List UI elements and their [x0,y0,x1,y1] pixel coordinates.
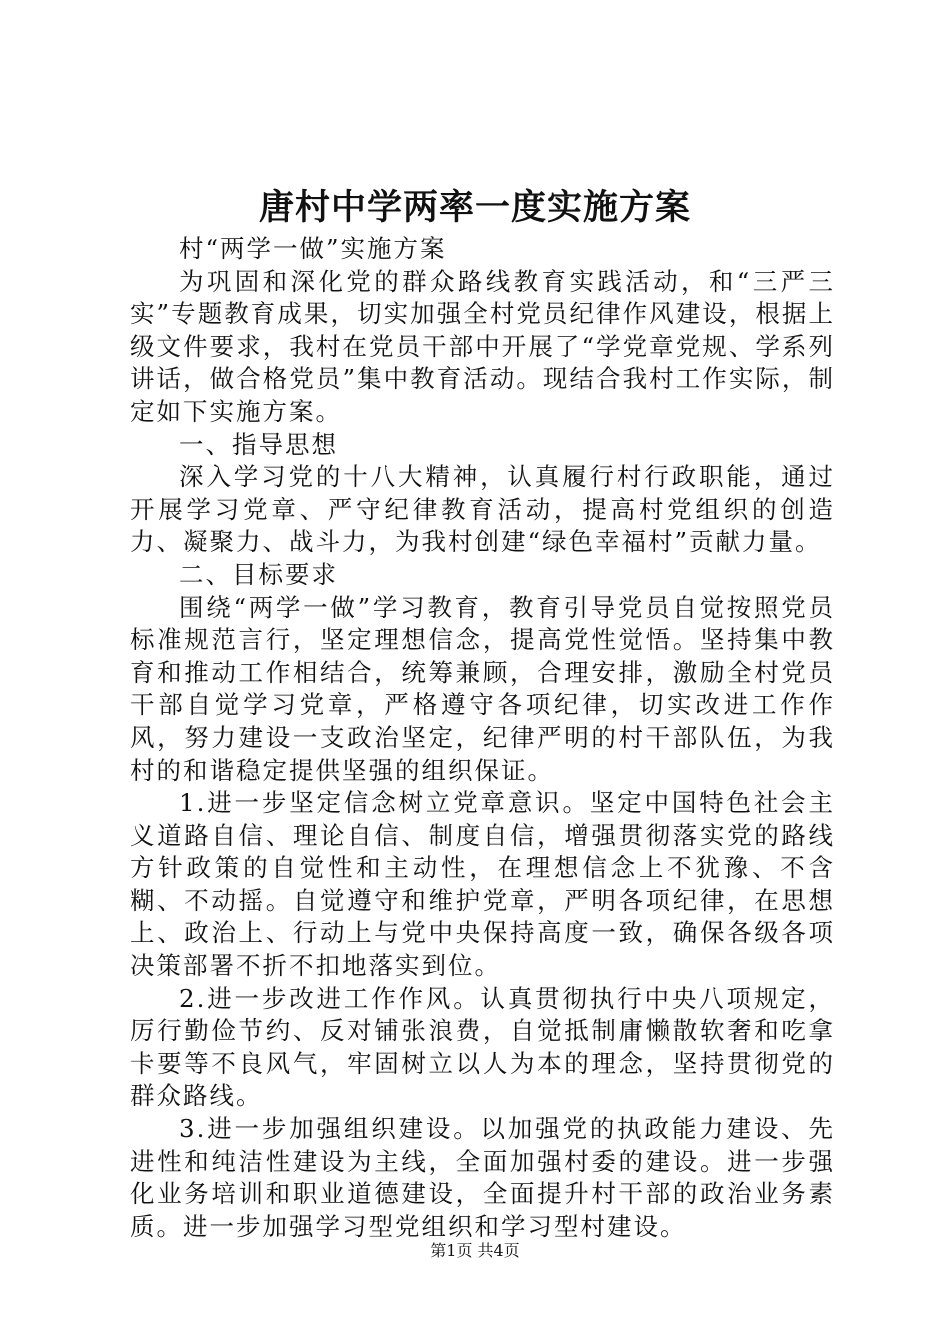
subtitle-line: 村“两学一做”实施方案 [179,234,447,263]
goal-item-2: 2.进一步改进工作作风。认真贯彻执行中央八项规定，厉行勤俭节约、反对铺张浪费，自觉抵制庸懒散软奢和吃拿卡要等不良风气，牢固树立以人为本的理念，坚持贯彻党的群众路线。 [130,983,835,1111]
intro-paragraph: 为巩固和深化党的群众路线教育实践活动，和“三严三实”专题教育成果，切实加强全村党员纪律作风建设，根据上级文件要求，我村在党员干部中开展了“学党章党规、学系列讲话，做合格党员”集中教育活动。现结合我村工作实际，制定如下实施方案。 [130,266,835,426]
goal-item-3: 3.进一步加强组织建设。以加强党的执政能力建设、先进性和纯洁性建设为主线，全面加强村委的建设。进一步强化业务培训和职业道德建设，全面提升村干部的政治业务素质。进一步加强学习型党组织和学习型村建设。 [130,1114,835,1241]
section-heading-goals: 二、目标要求 [179,559,338,589]
section-heading-guiding-ideology: 一、指导思想 [179,429,338,459]
document-title: 唐村中学两率一度实施方案 [258,187,691,228]
guiding-ideology-paragraph: 深入学习党的十八大精神，认真履行村行政职能，通过开展学习党章、严守纪律教育活动，提高村党组织的创造力、凝聚力、战斗力，为我村创建“绿色幸福村”贡献力量。 [130,462,835,557]
document-body [130,233,835,1243]
goal-item-1: 1.进一步坚定信念树立党章意识。坚定中国特色社会主义道路自信、理论自信、制度自信，增强贯彻落实党的路线方针政策的自觉性和主动性，在理想信念上不犹豫、不含糊、不动摇。自觉遵守和维护党章，严明各项纪律，在思想上、政治上、行动上与党中央保持高度一致，确保各级各项决策部署不折不扣地落实到位。 [130,788,835,981]
page-footer: 第1页 共4页 [430,1241,520,1260]
goals-paragraph: 围绕“两学一做”学习教育，教育引导党员自觉按照党员标准规范言行，坚定理想信念，提高党性觉悟。坚持集中教育和推动工作相结合，统筹兼顾，合理安排，激励全村党员干部自觉学习党章，严格遵守各项纪律，切实改进工作作风，努力建设一支政治坚定，纪律严明的村干部队伍，为我村的和谐稳定提供坚强的组织保证。 [130,592,835,785]
